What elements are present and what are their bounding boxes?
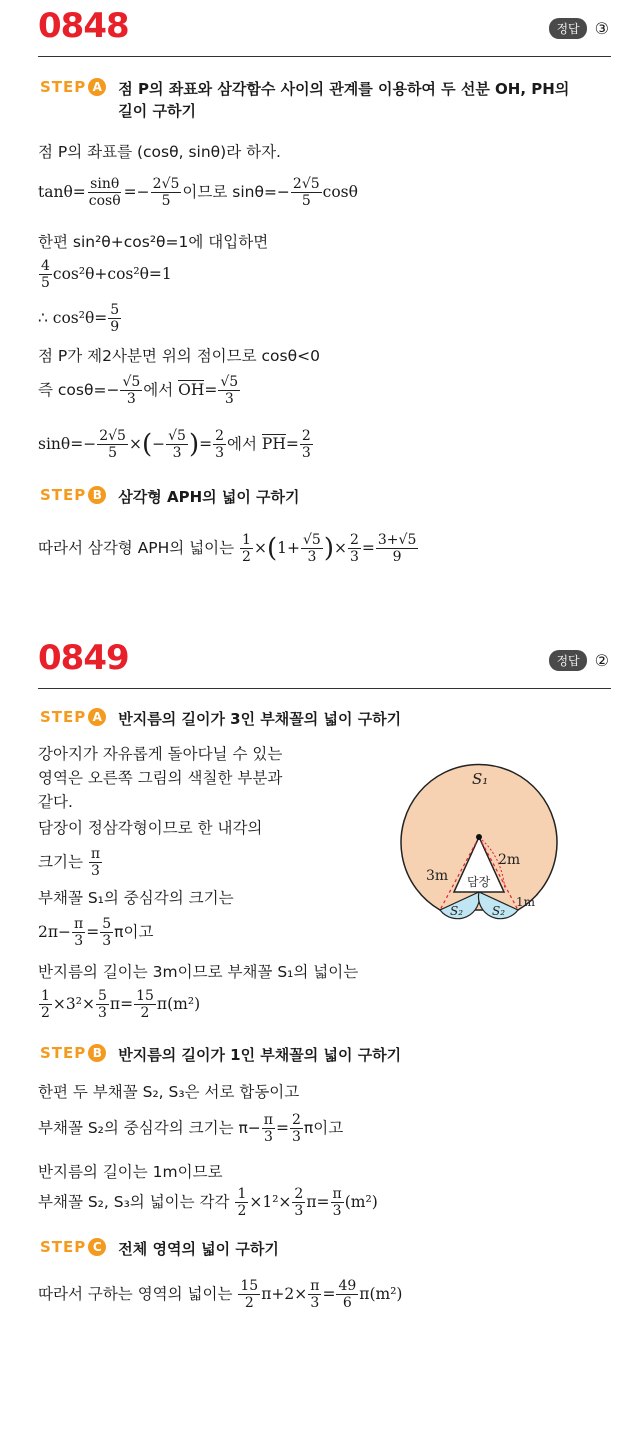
label-2m: 2m: [498, 852, 521, 868]
step-title: 삼각형 APH의 넓이 구하기: [118, 488, 300, 506]
fraction: $\frac{√5}{3}$: [220, 374, 239, 407]
line: 한편 두 부채꼴 S₂, S₃은 서로 합동이고: [38, 1083, 300, 1101]
fraction: $\frac{2√5}{5}$: [99, 428, 126, 461]
divider: [38, 56, 611, 57]
line: 담장이 정삼각형이므로 한 내각의: [38, 819, 263, 837]
step-a: [40, 708, 401, 730]
step-a: [40, 78, 600, 122]
answer-value: ③: [594, 19, 609, 38]
fraction: $\frac{3+√5}{9}$: [377, 532, 417, 565]
label-fence: 담장: [467, 875, 491, 889]
center-point: [476, 834, 482, 840]
equation-line: $\frac{4}{5}$ cos²θ+cos²θ=1: [41, 258, 172, 291]
step-b: [40, 486, 300, 508]
fraction: $\frac{\pi}{3}$: [263, 1112, 273, 1145]
equation-line: 따라서 구하는 영역의 넓이는 $\frac{15}{2}$ π+2× $\frac{\pi}{3}$ = $\frac{49}{6}$ π(m²): [38, 1278, 403, 1311]
fraction: $\frac{2√5}{5}$: [152, 176, 180, 209]
step-tag: STEP B: [40, 1044, 106, 1062]
fraction: $\frac{5}{3}$: [102, 916, 112, 949]
fraction: $\frac{15}{2}$: [136, 988, 154, 1021]
step-title: 전체 영역의 넓이 구하기: [118, 1240, 279, 1258]
step-title: 반지름의 길이가 3인 부채꼴의 넓이 구하기: [118, 710, 402, 728]
fraction: $\frac{1}{2}$: [242, 532, 251, 565]
fraction: $\frac{1}{2}$: [237, 1186, 247, 1219]
line: 반지름의 길이는 3m이므로 부채꼴 S₁의 넓이는: [38, 963, 359, 981]
fraction: $\frac{√5}{3}$: [168, 428, 186, 461]
fraction: $\frac{\sin\theta}{\cos\theta}$: [88, 176, 121, 209]
step-title: 반지름의 길이가 1인 부채꼴의 넓이 구하기: [118, 1046, 402, 1064]
fraction: $\frac{\pi}{3}$: [332, 1186, 342, 1219]
line: 영역은 오른쪽 그림의 색칠한 부분과: [38, 769, 283, 787]
step-title: 점 P의 좌표와 삼각함수 사이의 관계를 이용하여 두 선분 OH, PH의 길이 구하기: [118, 80, 570, 120]
fraction: $\frac{5}{3}$: [97, 988, 107, 1021]
dog-area-figure: [392, 734, 562, 934]
equation-line: 2π− $\frac{\pi}{3}$ = $\frac{5}{3}$ π이고: [38, 916, 154, 949]
fraction: $\frac{1}{2}$: [41, 988, 50, 1021]
answer: [549, 650, 609, 671]
line: 점 P가 제2사분면 위의 점이므로 cosθ<0: [38, 347, 320, 365]
step-tag: STEP C: [40, 1238, 106, 1256]
fraction: $\frac{2}{3}$: [301, 428, 311, 461]
fraction: $\frac{2}{3}$: [292, 1112, 301, 1145]
line: 한편 sin²θ+cos²θ=1에 대입하면: [38, 233, 269, 251]
label-s1: S₁: [472, 770, 489, 788]
line: 부채꼴 S₁의 중심각의 크기는: [38, 889, 234, 907]
fraction: $\frac{4}{5}$: [41, 258, 50, 291]
divider: [38, 688, 611, 689]
fraction: $\frac{2}{3}$: [349, 532, 359, 565]
label-s2: S₂: [450, 904, 464, 918]
answer: [549, 18, 609, 39]
equation-line: ∴ cos²θ= $\frac{5}{9}$: [38, 302, 120, 335]
fraction: $\frac{\pi}{3}$: [74, 916, 84, 949]
problem-number: 0848: [38, 6, 129, 46]
line: 반지름의 길이는 1m이므로: [38, 1163, 223, 1181]
line: 같다.: [38, 793, 73, 811]
fraction: $\frac{√5}{3}$: [302, 532, 321, 565]
answer-badge: 정답: [549, 18, 586, 39]
equation-line: 부채꼴 S₂, S₃의 넓이는 각각 $\frac{1}{2}$ ×1²× $\frac{2}{3}$ π= $\frac{\pi}{3}$ (m²): [38, 1186, 378, 1219]
fraction: $\frac{2√5}{5}$: [292, 176, 320, 209]
fraction: $\frac{2}{3}$: [294, 1186, 304, 1219]
step-c: [40, 1238, 279, 1260]
equation-line: $\frac{1}{2}$ ×3²× $\frac{5}{3}$ π= $\frac{15}{2}$ π(m²): [41, 988, 201, 1021]
equation-line: tanθ= $\frac{\sin\theta}{\cos\theta}$ =− $\frac{2√5}{5}$ 이므로 sinθ=− $\frac{2√5}{5}$ cosθ: [38, 176, 358, 209]
answer-value: ②: [594, 651, 609, 670]
segment-oh: OH: [178, 381, 205, 399]
fraction: $\frac{\pi}{3}$: [310, 1278, 320, 1311]
step-tag: STEP A: [40, 708, 106, 726]
equation-line: sinθ=− $\frac{2√5}{5}$ ×(− $\frac{√5}{3}$ )= $\frac{2}{3}$ 에서 PH= $\frac{2}{3}$: [38, 428, 311, 461]
step-tag: STEP B: [40, 486, 106, 504]
fraction: $\frac{49}{6}$: [338, 1278, 357, 1311]
segment-ph: PH: [261, 435, 286, 453]
label-3m: 3m: [426, 868, 449, 884]
fraction: $\frac{15}{2}$: [240, 1278, 259, 1311]
label-1m: 1m: [516, 895, 536, 909]
fraction: $\frac{√5}{3}$: [122, 374, 141, 407]
step-tag: STEP A: [40, 78, 106, 96]
problem-number: 0849: [38, 638, 129, 678]
fraction: $\frac{5}{9}$: [110, 302, 120, 335]
label-s3: S₂: [492, 904, 506, 918]
answer-badge: 정답: [549, 650, 586, 671]
fraction: $\frac{2}{3}$: [215, 428, 225, 461]
equation-line: 따라서 삼각형 APH의 넓이는 $\frac{1}{2}$ ×(1+ $\frac{√5}{3}$ )× $\frac{2}{3}$ = $\frac{3+√5}{9}$: [38, 532, 417, 565]
line: 점 P의 좌표를 (cosθ, sinθ)라 하자.: [38, 143, 281, 161]
line: 강아지가 자유롭게 돌아다닐 수 있는: [38, 745, 283, 763]
equation-line: 크기는 $\frac{\pi}{3}$: [38, 846, 101, 879]
equation-line: 부채꼴 S₂의 중심각의 크기는 π− $\frac{\pi}{3}$ = $\frac{2}{3}$ π이고: [38, 1112, 344, 1145]
equation-line: 즉 cosθ=− $\frac{√5}{3}$ 에서 OH= $\frac{√5}{3}$: [38, 374, 239, 407]
step-b: [40, 1044, 401, 1066]
fraction: $\frac{\pi}{3}$: [90, 846, 101, 879]
